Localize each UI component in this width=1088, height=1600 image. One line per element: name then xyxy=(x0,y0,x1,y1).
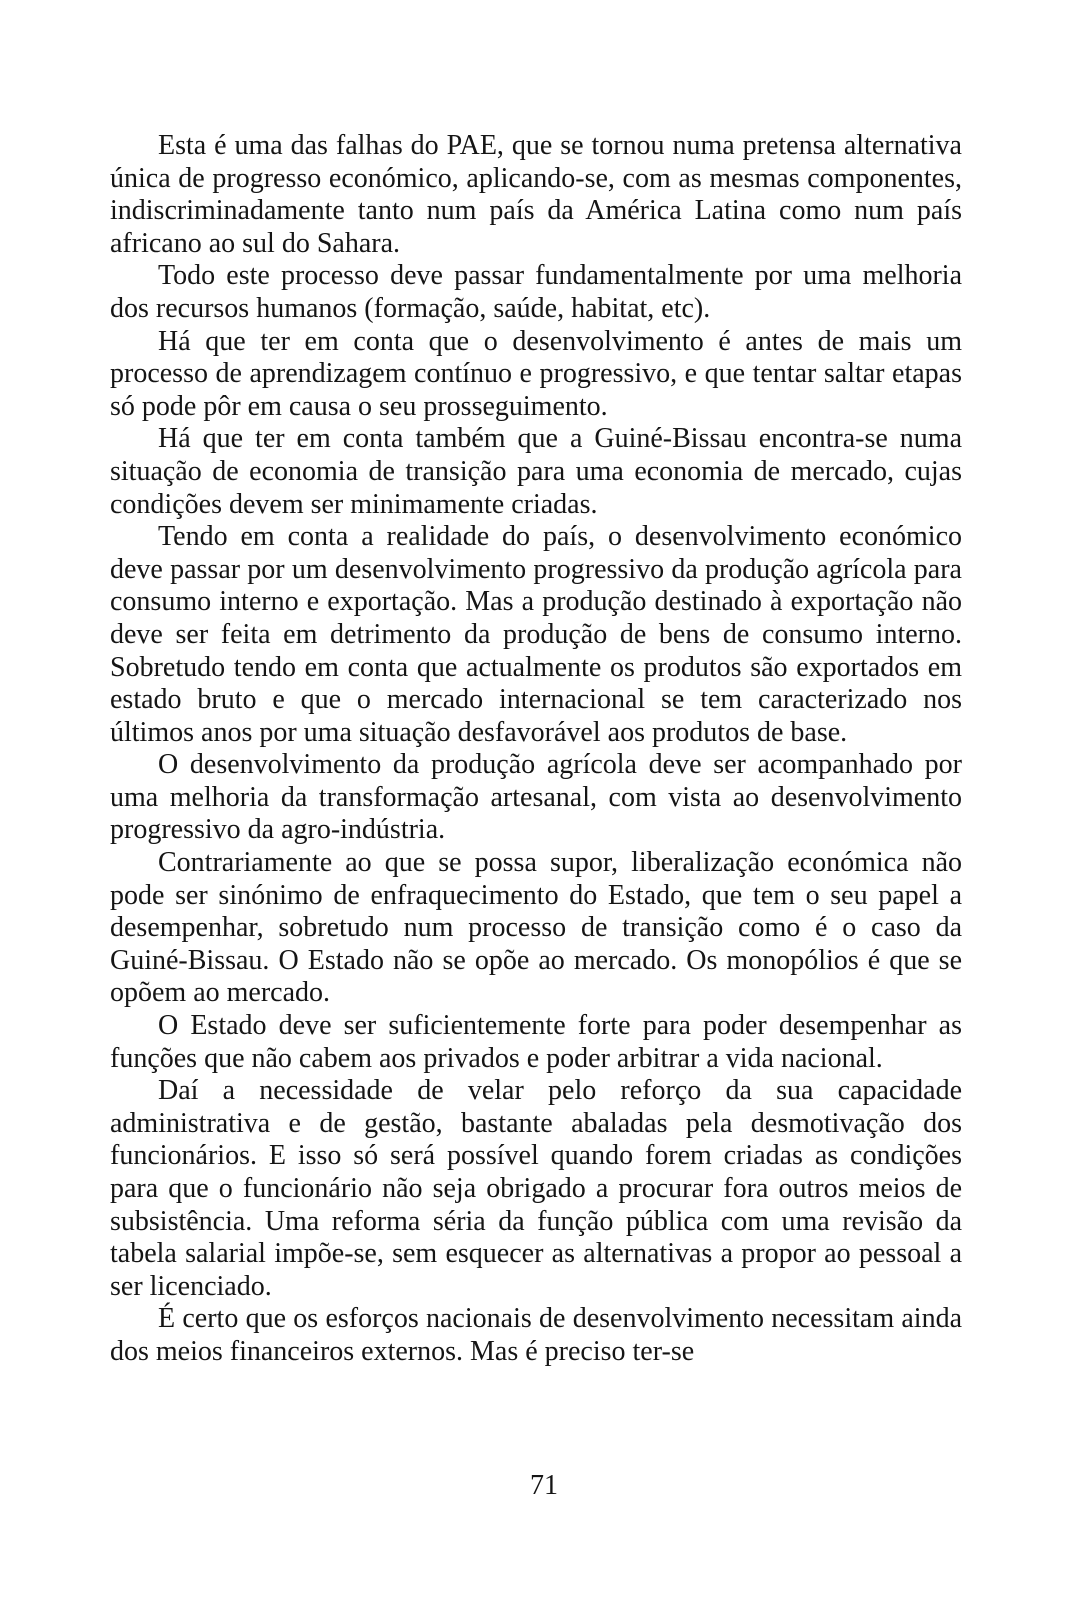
paragraph: Há que ter em conta que o desenvolvimento é antes de mais um processo de aprendizagem contínuo e progressivo, e que tentar saltar etapas só pode pôr em causa o seu prosseguimento. xyxy=(110,325,962,422)
paragraph: Todo este processo deve passar fundamentalmente por uma melhoria dos recursos humanos (formação, saúde, habitat, etc). xyxy=(110,260,962,324)
page-body xyxy=(110,130,962,1369)
paragraph: É certo que os esforços nacionais de desenvolvimento necessitam ainda dos meios financeiros externos. Mas é preciso ter-se xyxy=(110,1303,962,1367)
paragraph: Contrariamente ao que se possa supor, liberalização económica não pode ser sinónimo de enfraquecimento do Estado, que tem o seu papel a desempenhar, sobretudo num processo de transição como é o caso da Guiné-Bissau. O Estado não se opõe ao mercado. Os monopólios é que se opõem ao mercado. xyxy=(110,847,962,1009)
paragraph: Daí a necessidade de velar pelo reforço da sua capacidade administrativa e de gestão, bastante abaladas pela desmotivação dos funcionários. E isso só será possível quando forem criadas as condições para que o funcionário não seja obrigado a procurar fora outros meios de subsistência. Uma reforma séria da função pública com uma revisão da tabela salarial impõe-se, sem esquecer as alternativas a propor ao pessoal a ser licenciado. xyxy=(110,1075,962,1302)
paragraph: O Estado deve ser suficientemente forte para poder desempenhar as funções que não cabem aos privados e poder arbitrar a vida nacional. xyxy=(110,1010,962,1074)
paragraph: Há que ter em conta também que a Guiné-Bissau encontra-se numa situação de economia de transição para uma economia de mercado, cujas condições devem ser minimamente criadas. xyxy=(110,423,962,520)
paragraph: Esta é uma das falhas do PAE, que se tornou numa pretensa alternativa única de progresso económico, aplicando-se, com as mesmas componentes, indiscriminadamente tanto num país da América Latina como num país africano ao sul do Sahara. xyxy=(110,130,962,259)
paragraph: O desenvolvimento da produção agrícola deve ser acompanhado por uma melhoria da transformação artesanal, com vista ao desenvolvimento progressivo da agro-indústria. xyxy=(110,749,962,846)
paragraph: Tendo em conta a realidade do país, o desenvolvimento económico deve passar por um desenvolvimento progressivo da produção agrícola para consumo interno e exportação. Mas a produção destinado à exportação não deve ser feita em detrimento da produção de bens de consumo interno. Sobretudo tendo em conta que actualmente os produtos são exportados em estado bruto e que o mercado internacional se tem caracterizado nos últimos anos por uma situação desfavorável aos produtos de base. xyxy=(110,521,962,748)
page-number: 71 xyxy=(530,1470,558,1501)
